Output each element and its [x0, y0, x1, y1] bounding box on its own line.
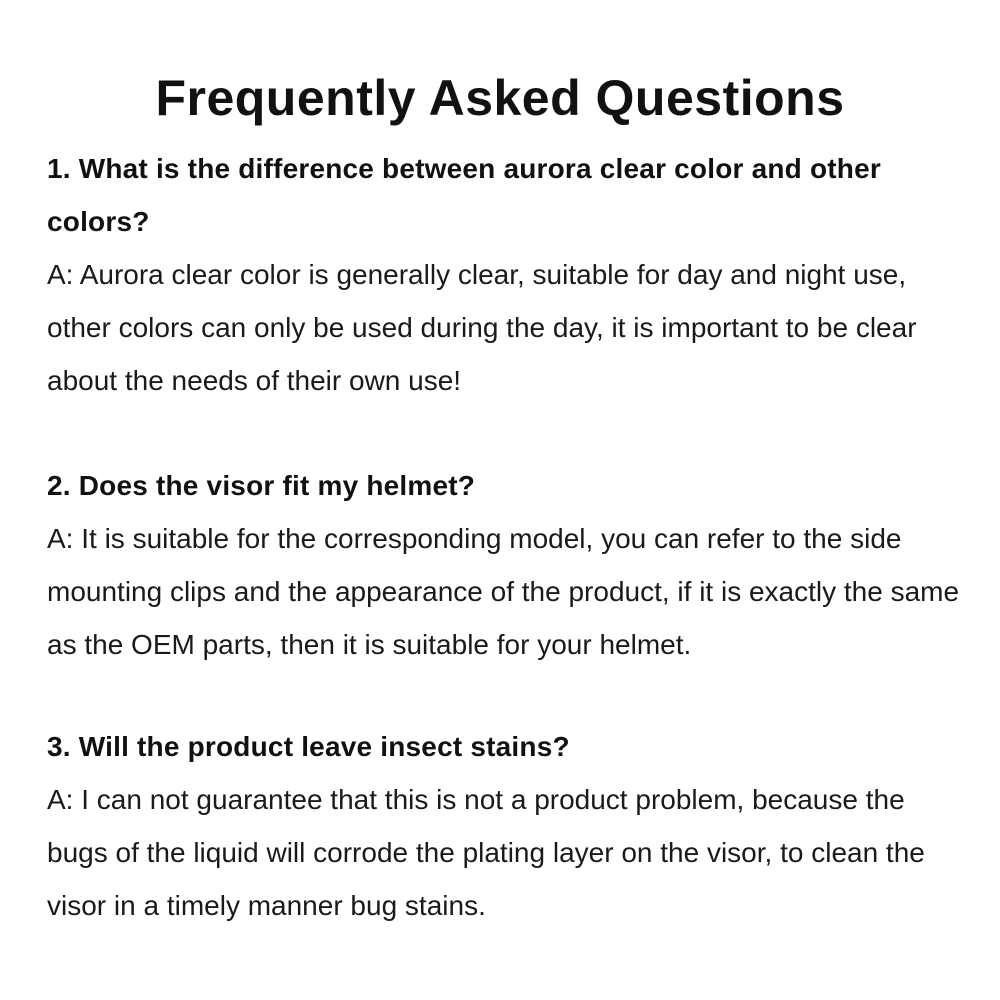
faq-item [47, 720, 972, 932]
page-title: Frequently Asked Questions [155, 70, 845, 126]
faq-question: 1. What is the difference between aurora clear color and other colors? [47, 153, 881, 237]
faq-question: 3. Will the product leave insect stains? [47, 731, 570, 762]
faq-answer: A: Aurora clear color is generally clear, suitable for day and night use, other colors can only be used during the day, it is important to be clear about the needs of their own use! [47, 259, 917, 396]
faq-question: 2. Does the visor fit my helmet? [47, 470, 476, 501]
faq-item [47, 142, 972, 407]
faq-item [47, 459, 972, 671]
faq-answer: A: It is suitable for the corresponding model, you can refer to the side mounting clips and the appearance of the product, if it is exactly the same as the OEM parts, then it is suitable for your helmet. [47, 523, 960, 660]
faq-answer: A: I can not guarantee that this is not a product problem, because the bugs of the liquid will corrode the plating layer on the visor, to clean the visor in a timely manner bug stains. [47, 784, 925, 921]
